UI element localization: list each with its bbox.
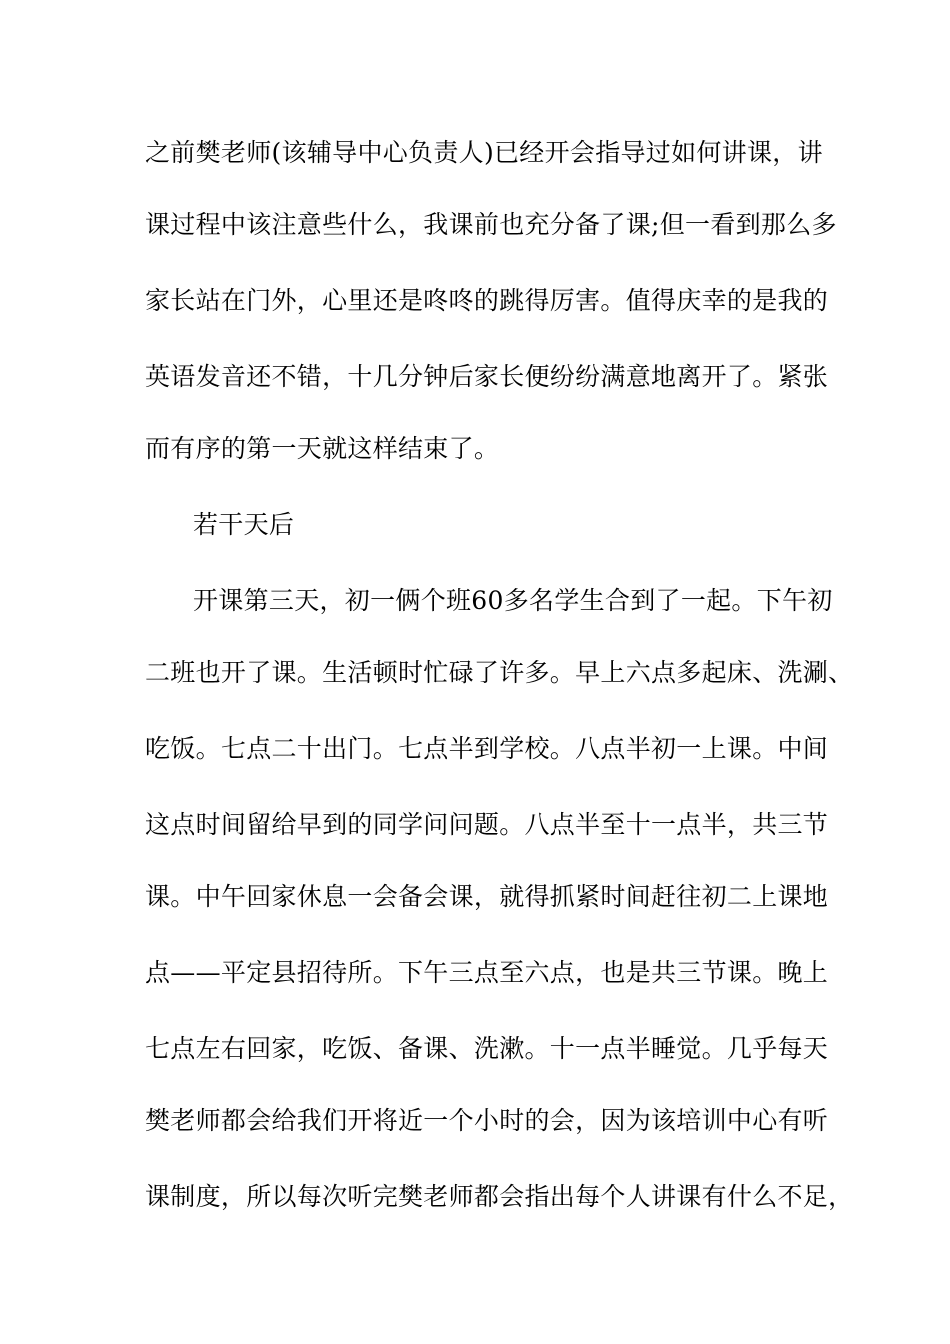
text-line: 之前樊老师(该辅导中心负责人)已经开会指导过如何讲课，讲 xyxy=(145,138,823,167)
text-line: 课。中午回家休息一会备会课，就得抓紧时间赶往初二上课地 xyxy=(145,882,829,911)
text-line: 七点左右回家，吃饭、备课、洗漱。十一点半睡觉。几乎每天 xyxy=(145,1034,829,1063)
text-line: 这点时间留给早到的同学问问题。八点半至十一点半，共三节 xyxy=(145,810,829,839)
text-line: 若干天后 xyxy=(193,510,295,539)
text-line: 开课第三天，初一俩个班60多名学生合到了一起。下午初 xyxy=(193,586,833,615)
text-line: 二班也开了课。生活顿时忙碌了许多。早上六点多起床、洗涮、 xyxy=(145,658,854,687)
text-line: 樊老师都会给我们开将近一个小时的会，因为该培训中心有听 xyxy=(145,1106,829,1135)
text-line: 而有序的第一天就这样结束了。 xyxy=(145,434,500,463)
text-line: 课制度，所以每次听完樊老师都会指出每个人讲课有什么不足， xyxy=(145,1182,854,1211)
text-line: 英语发音还不错，十几分钟后家长便纷纷满意地离开了。紧张 xyxy=(145,362,829,391)
text-line: 点——平定县招待所。下午三点至六点，也是共三节课。晚上 xyxy=(145,958,829,987)
text-line: 课过程中该注意些什么，我课前也充分备了课;但一看到那么多 xyxy=(145,210,837,239)
text-line: 家长站在门外，心里还是咚咚的跳得厉害。值得庆幸的是我的 xyxy=(145,286,829,315)
text-line: 吃饭。七点二十出门。七点半到学校。八点半初一上课。中间 xyxy=(145,734,829,763)
